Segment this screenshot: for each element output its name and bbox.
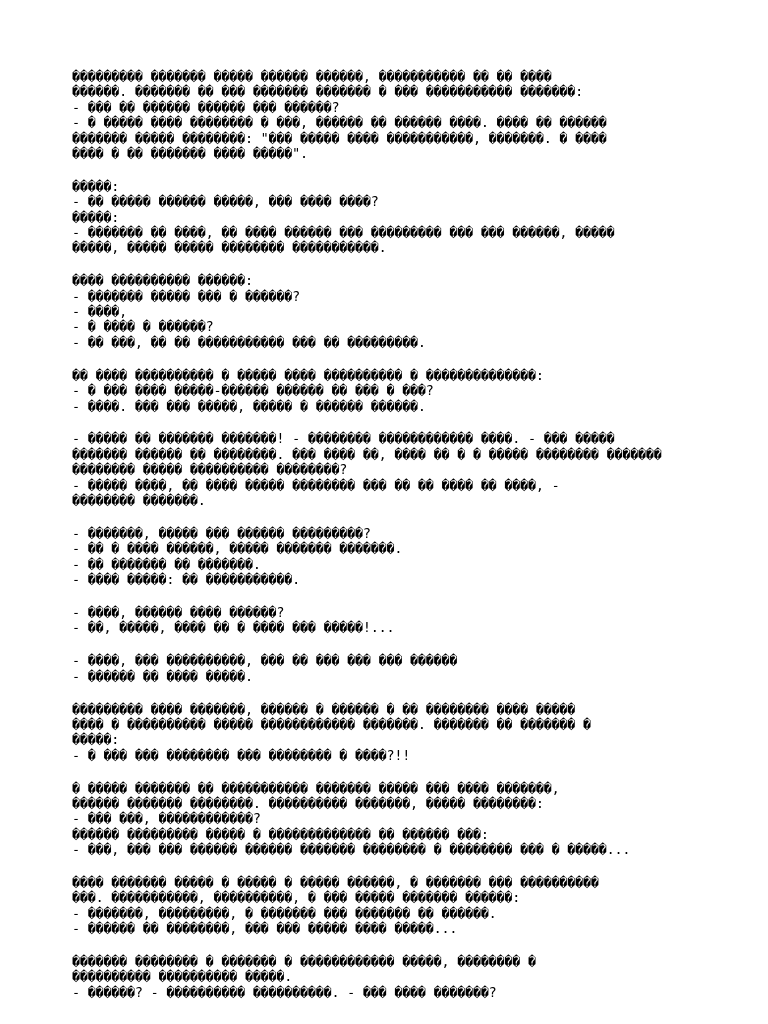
text-line: - � ���� � ������? (72, 320, 214, 336)
text-line: - ����, ��� ����������, ��� �� ��� ��� ��� ������ (72, 654, 458, 670)
text-line: - �� ������� �� �������. (72, 557, 261, 573)
text-line: �����, ����� ����� �������� �����������. (72, 241, 387, 257)
text-line: - �������, ���������, � ������� ��� ������� �� ������. (72, 906, 497, 922)
text-line: - �� ���, �� �� ����������� ��� �� ���������. (72, 335, 426, 351)
paragraph (72, 876, 728, 938)
text-line: ������. ������� �� ��� ������� ������� � ��� ����������� �������: (72, 85, 584, 101)
text-line: ������� ������ �� ��������. ��� ���� ��, ���� �� � � ����� �������� ������� (72, 447, 662, 463)
text-line: � ����� ������� �� ����������� ������� ����� ��� ���� �������, (72, 781, 560, 797)
text-line: ���������� ���������� �����. (72, 970, 293, 986)
text-line: - ������? - ���������� ����������. - ��� ���� �������? (72, 985, 497, 1001)
text-line: �����: (72, 733, 120, 749)
text-line: - ����. ��� ��� �����, ����� � ������ ������. (72, 399, 426, 415)
paragraph (72, 527, 728, 589)
text-line: - ���, ��� ��� ������ ������ ������� �������� � �������� ��� � �����... (72, 843, 631, 859)
text-line: - ������ �� ��������, ��� ��� ����� ���� �����... (72, 922, 458, 938)
text-line: ���. �����������, ����������, � ��� ����� ������� ������: (72, 891, 521, 907)
text-line: - �� ����� ������ �����, ��� ���� ����? (72, 195, 379, 211)
paragraph (72, 782, 728, 859)
text-line: - ��� �� ������ ������ ��� ������? (72, 100, 340, 116)
paragraph (72, 180, 728, 257)
text-line: �������� ����� ���������� ��������? (72, 463, 348, 479)
paragraph (72, 369, 728, 415)
text-line: - ������� ����� ��� � ������? (72, 289, 300, 305)
text-line: - ����, (72, 305, 128, 321)
text-line: ��������� ������� ����� ������ ������, ����������� �� �� ���� (72, 70, 552, 85)
text-line: ���� � ���������� ����� ������������ �������. ������� �� ������� � (72, 717, 591, 733)
text-line: - �������, ����� ��� ������ ���������? (72, 526, 371, 542)
paragraph (72, 70, 728, 162)
paragraph (72, 606, 728, 637)
text-line: ��������� ���� �������, ������ � ������ � �� �������� ���� ����� (72, 702, 576, 718)
paragraph (72, 703, 728, 765)
text-line: - ��, �����, ���� �� � ���� ��� �����!... (72, 621, 395, 637)
text-line: - ������� �� ����, �� ���� ������ ��� ��������� ��� ��� ������, ����� (72, 226, 615, 242)
text-line: �����: (72, 210, 120, 226)
text-line: ���� ���������� ������: (72, 274, 253, 290)
text-line: ������ ��������� ����� � ������������� �� ������ ���: (72, 827, 489, 843)
text-line: ���� � �� ������� ���� �����". (72, 146, 308, 162)
text-line: - ����� �� ������� �������! - �������� ������������ ����. - ��� ����� (72, 432, 615, 448)
paragraph (72, 654, 728, 685)
document-body (72, 70, 728, 1019)
text-line: �������� �������. (72, 493, 206, 509)
text-line: ������ ������� ��������. ���������� �������, ����� ��������: (72, 796, 544, 812)
text-line: - � ��� ��� �������� ��� �������� � ����?!! (72, 748, 411, 764)
text-line: - ��� ���, ������������? (72, 812, 261, 828)
text-line: - � ��� ���� �����-������ ������ �� ��� � ���? (72, 384, 434, 400)
text-line: - ����, ������ ���� ������? (72, 605, 285, 621)
text-line: - ����� ����, �� ���� ����� �������� ��� �� �� ���� �� ����, - (72, 478, 560, 494)
text-line: - ������ �� ���� �����. (72, 669, 253, 685)
text-line: ���� ������� ����� � ����� � ����� ������, � ������� ��� ���������� (72, 876, 599, 892)
text-line: �� ���� ���������� � ����� ���� ���������� � ��������������: (72, 368, 544, 384)
text-line: ������� �������� � ������� � ������������ �����, �������� � (72, 955, 536, 971)
text-line: �����: (72, 179, 120, 195)
paragraph (72, 955, 728, 1001)
paragraph (72, 432, 728, 509)
text-line: ������� ����� ��������: "��� ����� ���� �����������, �������. � ���� (72, 131, 607, 147)
paragraph (72, 274, 728, 351)
text-line: - �� � ���� ������, ����� ������� �������. (72, 542, 403, 558)
text-line: - � ����� ���� �������� � ���, ������ �� ������ ����. ���� �� ������ (72, 116, 607, 132)
text-line: - ���� �����: �� �����������. (72, 573, 300, 589)
